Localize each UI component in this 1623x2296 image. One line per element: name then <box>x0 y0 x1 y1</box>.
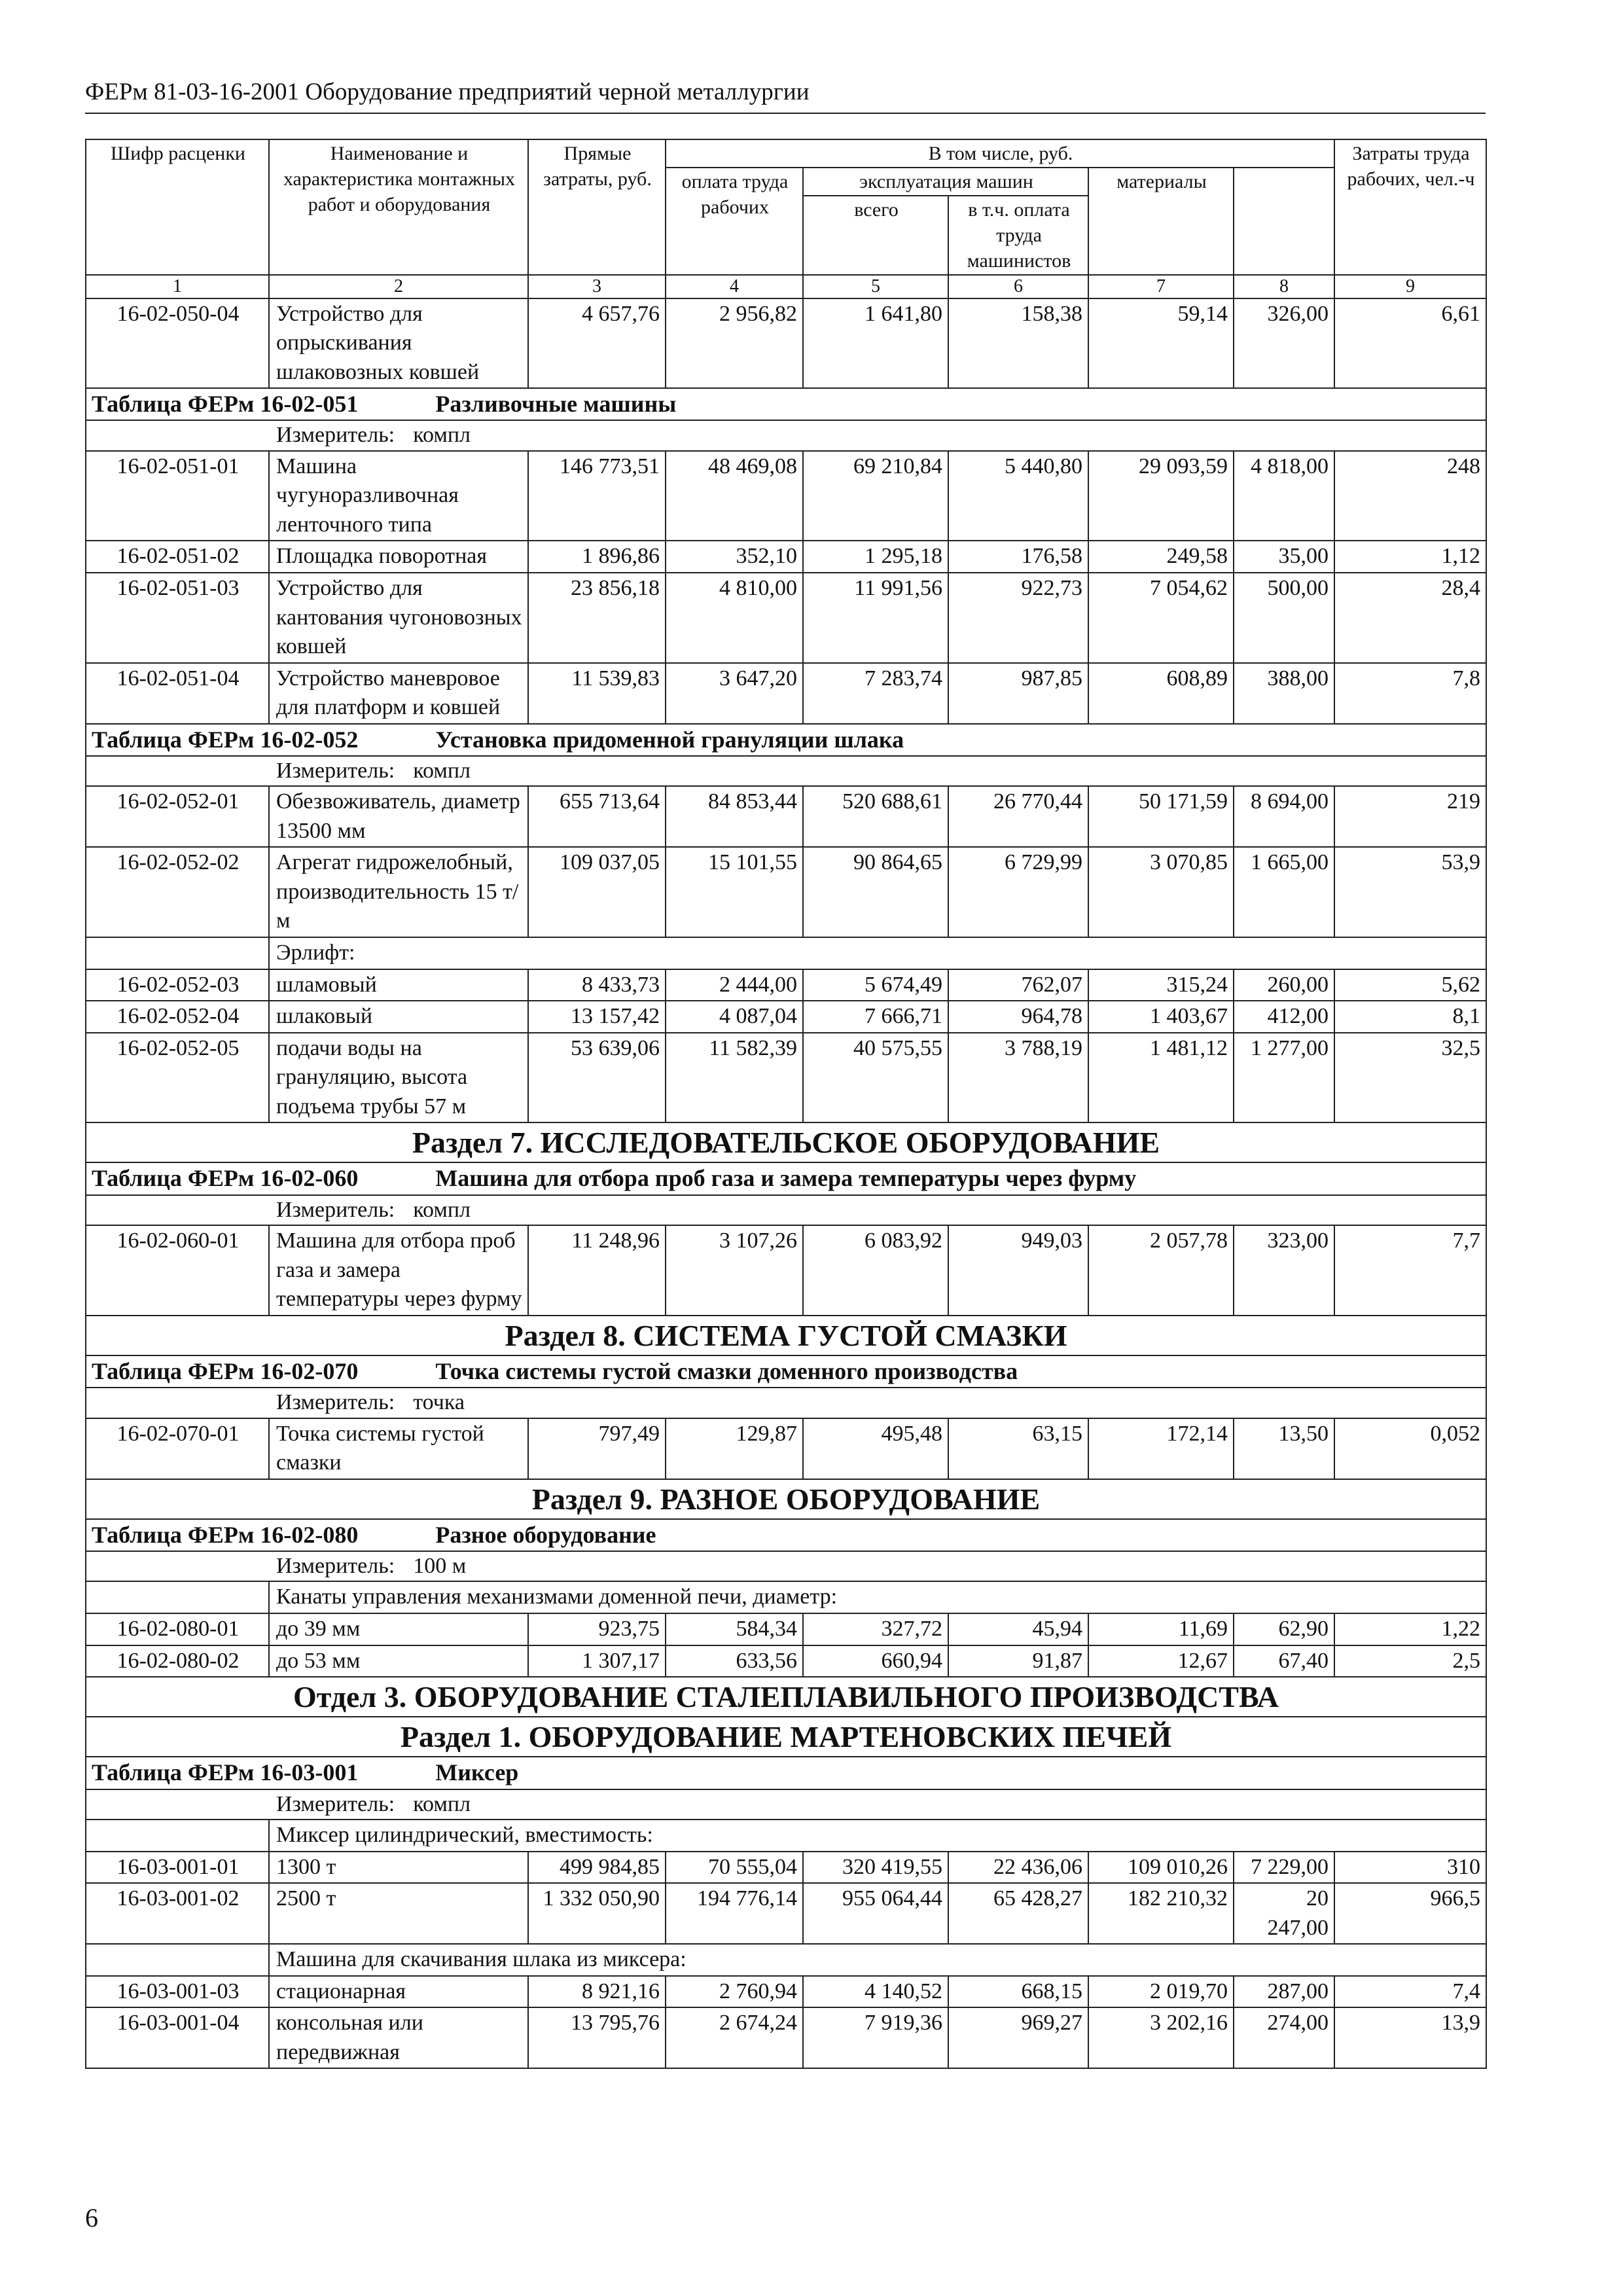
direct-cost: 11 539,83 <box>528 663 666 724</box>
table-row <box>86 298 1486 389</box>
work-name: до 53 мм <box>269 1645 528 1677</box>
labor-cost: 3 107,26 <box>666 1225 803 1316</box>
materials-cost: 249,58 <box>1088 541 1234 573</box>
materials-cost: 11,69 <box>1088 1613 1234 1645</box>
labor-hours: 35,00 <box>1234 541 1334 573</box>
rate-code: 16-02-080-02 <box>86 1645 269 1677</box>
rate-code: 16-02-080-01 <box>86 1613 269 1645</box>
materials-cost: 1 403,67 <box>1088 1001 1234 1033</box>
table-row <box>86 847 1486 937</box>
unit-label: Измеритель: <box>276 1197 395 1222</box>
equipment-mass: 7,8 <box>1334 663 1486 724</box>
table-row <box>86 969 1486 1001</box>
section-heading-row <box>86 1122 1486 1162</box>
labor-hours: 287,00 <box>1234 1976 1334 2008</box>
labor-cost: 4 087,04 <box>666 1001 803 1033</box>
equipment-mass: 0,052 <box>1334 1418 1486 1479</box>
rate-code: 16-02-051-01 <box>86 451 269 541</box>
labor-cost: 11 582,39 <box>666 1033 803 1123</box>
labor-hours: 1 665,00 <box>1234 847 1334 937</box>
col-number: 6 <box>948 275 1088 298</box>
labor-hours: 326,00 <box>1234 298 1334 389</box>
materials-cost: 3 070,85 <box>1088 847 1234 937</box>
col-total-header: всего <box>803 196 948 275</box>
equipment-mass: 5,62 <box>1334 969 1486 1001</box>
table-row <box>86 2007 1486 2068</box>
rate-code: 16-03-001-01 <box>86 1852 269 1884</box>
table-id: Таблица ФЕРм 16-03-001 <box>92 1759 359 1786</box>
equipment-mass: 8,1 <box>1334 1001 1486 1033</box>
direct-cost: 13 795,76 <box>528 2007 666 2068</box>
direct-cost: 146 773,51 <box>528 451 666 541</box>
equipment-mass: 1,22 <box>1334 1613 1486 1645</box>
work-name: подачи воды на грануляцию, высота подъема трубы 57 м <box>269 1033 528 1123</box>
col-number: 1 <box>86 275 269 298</box>
direct-cost: 923,75 <box>528 1613 666 1645</box>
group-note: Канаты управления механизмами доменной печи, диаметр: <box>269 1581 1486 1613</box>
labor-cost: 4 810,00 <box>666 573 803 663</box>
machine-cost: 6 083,92 <box>803 1225 948 1316</box>
labor-hours: 500,00 <box>1234 573 1334 663</box>
labor-cost: 3 647,20 <box>666 663 803 724</box>
table-title: Миксер <box>435 1759 519 1786</box>
col-incl-header: В том числе, руб. <box>666 139 1334 168</box>
work-name: консольная или передвижная <box>269 2007 528 2068</box>
labor-cost: 2 760,94 <box>666 1976 803 2008</box>
work-name: стационарная <box>269 1976 528 2008</box>
table-heading <box>86 1162 1486 1194</box>
unit-cell <box>86 1789 1486 1820</box>
direct-cost: 23 856,18 <box>528 573 666 663</box>
equipment-mass: 219 <box>1334 786 1486 847</box>
table-heading-row <box>86 1355 1486 1388</box>
table-body <box>86 298 1486 2069</box>
materials-cost: 172,14 <box>1088 1418 1234 1479</box>
work-name: Устройство для опрыскивания шлаковозных ковшей <box>269 298 528 389</box>
labor-hours: 13,50 <box>1234 1418 1334 1479</box>
operator-cost: 969,27 <box>948 2007 1088 2068</box>
labor-hours: 260,00 <box>1234 969 1334 1001</box>
col-operators-header: в т.ч. оплата труда машинистов <box>948 196 1088 275</box>
equipment-mass: 966,5 <box>1334 1883 1486 1944</box>
operator-cost: 762,07 <box>948 969 1088 1001</box>
labor-hours: 7 229,00 <box>1234 1852 1334 1884</box>
section-heading: Раздел 7. ИССЛЕДОВАТЕЛЬСКОЕ ОБОРУДОВАНИЕ <box>86 1122 1486 1162</box>
labor-hours: 20 247,00 <box>1234 1883 1334 1944</box>
col-number: 2 <box>269 275 528 298</box>
operator-cost: 22 436,06 <box>948 1852 1088 1884</box>
materials-cost: 29 093,59 <box>1088 451 1234 541</box>
table-row <box>86 1976 1486 2008</box>
labor-cost: 352,10 <box>666 541 803 573</box>
rate-code: 16-02-052-03 <box>86 969 269 1001</box>
machine-cost: 1 641,80 <box>803 298 948 389</box>
unit-value: точка <box>413 1390 465 1414</box>
machine-cost: 11 991,56 <box>803 573 948 663</box>
direct-cost: 797,49 <box>528 1418 666 1479</box>
table-title: Машина для отбора проб газа и замера температуры через фурму <box>435 1165 1137 1192</box>
unit-label: Измеритель: <box>276 1791 395 1816</box>
direct-cost: 655 713,64 <box>528 786 666 847</box>
labor-hours: 1 277,00 <box>1234 1033 1334 1123</box>
materials-cost: 7 054,62 <box>1088 573 1234 663</box>
direct-cost: 1 332 050,90 <box>528 1883 666 1944</box>
materials-cost: 315,24 <box>1088 969 1234 1001</box>
group-note-row <box>86 1944 1486 1976</box>
materials-cost: 109 010,26 <box>1088 1852 1234 1884</box>
direct-cost: 11 248,96 <box>528 1225 666 1316</box>
operator-cost: 5 440,80 <box>948 451 1088 541</box>
direct-cost: 1 307,17 <box>528 1645 666 1677</box>
equipment-mass: 310 <box>1334 1852 1486 1884</box>
table-heading <box>86 1519 1486 1551</box>
unit-value: компл <box>413 423 471 448</box>
col-machines-header: эксплуатация машин <box>803 168 1088 196</box>
col-hours-header: Затраты труда рабочих, чел.-ч <box>1334 139 1486 275</box>
unit-label: Измеритель: <box>276 1390 395 1414</box>
table-row <box>86 1613 1486 1645</box>
materials-cost: 3 202,16 <box>1088 2007 1234 2068</box>
unit-row <box>86 1388 1486 1418</box>
operator-cost: 3 788,19 <box>948 1033 1088 1123</box>
operator-cost: 6 729,99 <box>948 847 1088 937</box>
machine-cost: 327,72 <box>803 1613 948 1645</box>
col-labor-header: оплата труда рабочих <box>666 168 803 275</box>
table-title: Установка придоменной грануляции шлака <box>435 726 904 753</box>
table-heading <box>86 1757 1486 1789</box>
labor-hours: 323,00 <box>1234 1225 1334 1316</box>
machine-cost: 320 419,55 <box>803 1852 948 1884</box>
unit-value: 100 м <box>413 1553 467 1578</box>
direct-cost: 4 657,76 <box>528 298 666 389</box>
col-number: 7 <box>1088 275 1234 298</box>
group-note: Машина для скачивания шлака из миксера: <box>269 1944 1486 1976</box>
equipment-mass: 32,5 <box>1334 1033 1486 1123</box>
machine-cost: 7 283,74 <box>803 663 948 724</box>
col-number: 5 <box>803 275 948 298</box>
empty-code-cell <box>86 1581 269 1613</box>
work-name: шлаковый <box>269 1001 528 1033</box>
unit-row <box>86 756 1486 787</box>
machine-cost: 7 666,71 <box>803 1001 948 1033</box>
rate-code: 16-02-051-04 <box>86 663 269 724</box>
group-note-row <box>86 1820 1486 1852</box>
labor-cost: 70 555,04 <box>666 1852 803 1884</box>
work-name: до 39 мм <box>269 1613 528 1645</box>
labor-cost: 129,87 <box>666 1418 803 1479</box>
unit-cell <box>86 756 1486 787</box>
operator-cost: 63,15 <box>948 1418 1088 1479</box>
col-code-header: Шифр расценки <box>86 139 269 275</box>
labor-cost: 48 469,08 <box>666 451 803 541</box>
table-row <box>86 786 1486 847</box>
machine-cost: 955 064,44 <box>803 1883 948 1944</box>
col-number: 9 <box>1334 275 1486 298</box>
table-heading <box>86 724 1486 756</box>
table-row <box>86 451 1486 541</box>
labor-cost: 633,56 <box>666 1645 803 1677</box>
equipment-mass: 7,4 <box>1334 1976 1486 2008</box>
labor-hours: 8 694,00 <box>1234 786 1334 847</box>
table-heading-row <box>86 724 1486 756</box>
rate-code: 16-02-052-02 <box>86 847 269 937</box>
operator-cost: 26 770,44 <box>948 786 1088 847</box>
table-id: Таблица ФЕРм 16-02-052 <box>92 726 359 753</box>
table-title: Точка системы густой смазки доменного производства <box>435 1357 1018 1384</box>
labor-hours: 62,90 <box>1234 1613 1334 1645</box>
group-note-row <box>86 937 1486 969</box>
unit-row <box>86 1195 1486 1226</box>
operator-cost: 987,85 <box>948 663 1088 724</box>
materials-cost: 2 057,78 <box>1088 1225 1234 1316</box>
unit-cell <box>86 1388 1486 1418</box>
table-row <box>86 1033 1486 1123</box>
rate-code: 16-03-001-04 <box>86 2007 269 2068</box>
unit-row <box>86 420 1486 451</box>
labor-cost: 2 674,24 <box>666 2007 803 2068</box>
table-heading-row <box>86 1757 1486 1789</box>
table-title: Разливочные машины <box>435 391 677 418</box>
work-name: Машина чугуноразливочная ленточного типа <box>269 451 528 541</box>
materials-cost: 608,89 <box>1088 663 1234 724</box>
labor-hours: 4 818,00 <box>1234 451 1334 541</box>
operator-cost: 668,15 <box>948 1976 1088 2008</box>
unit-cell <box>86 1195 1486 1226</box>
unit-value: компл <box>413 1791 471 1816</box>
equipment-mass: 248 <box>1334 451 1486 541</box>
operator-cost: 949,03 <box>948 1225 1088 1316</box>
labor-cost: 584,34 <box>666 1613 803 1645</box>
equipment-mass: 7,7 <box>1334 1225 1486 1316</box>
rate-code: 16-02-050-04 <box>86 298 269 389</box>
labor-hours: 412,00 <box>1234 1001 1334 1033</box>
col-number: 4 <box>666 275 803 298</box>
rate-code: 16-03-001-03 <box>86 1976 269 2008</box>
machine-cost: 660,94 <box>803 1645 948 1677</box>
group-note-row <box>86 1581 1486 1613</box>
rate-code: 16-02-052-01 <box>86 786 269 847</box>
table-heading <box>86 388 1486 420</box>
rate-code: 16-03-001-02 <box>86 1883 269 1944</box>
machine-cost: 90 864,65 <box>803 847 948 937</box>
equipment-mass: 28,4 <box>1334 573 1486 663</box>
operator-cost: 176,58 <box>948 541 1088 573</box>
equipment-mass: 2,5 <box>1334 1645 1486 1677</box>
col-number: 3 <box>528 275 666 298</box>
section-heading: Отдел 3. ОБОРУДОВАНИЕ СТАЛЕПЛАВИЛЬНОГО ПРОИЗВОДСТВА <box>86 1677 1486 1717</box>
section-heading-row <box>86 1479 1486 1519</box>
table-row <box>86 1001 1486 1033</box>
direct-cost: 13 157,42 <box>528 1001 666 1033</box>
operator-cost: 158,38 <box>948 298 1088 389</box>
machine-cost: 1 295,18 <box>803 541 948 573</box>
table-row <box>86 573 1486 663</box>
equipment-mass: 13,9 <box>1334 2007 1486 2068</box>
work-name: 1300 т <box>269 1852 528 1884</box>
operator-cost: 964,78 <box>948 1001 1088 1033</box>
direct-cost: 8 433,73 <box>528 969 666 1001</box>
rate-code: 16-02-051-02 <box>86 541 269 573</box>
table-heading <box>86 1355 1486 1388</box>
rate-code: 16-02-070-01 <box>86 1418 269 1479</box>
rate-code: 16-02-060-01 <box>86 1225 269 1316</box>
section-heading-row <box>86 1316 1486 1355</box>
labor-cost: 15 101,55 <box>666 847 803 937</box>
unit-label: Измеритель: <box>276 423 395 448</box>
unit-cell <box>86 420 1486 451</box>
empty-code-cell <box>86 1820 269 1852</box>
table-id: Таблица ФЕРм 16-02-060 <box>92 1165 359 1192</box>
machine-cost: 40 575,55 <box>803 1033 948 1123</box>
section-heading-row <box>86 1717 1486 1757</box>
machine-cost: 5 674,49 <box>803 969 948 1001</box>
table-id: Таблица ФЕРм 16-02-070 <box>92 1357 359 1384</box>
unit-row <box>86 1789 1486 1820</box>
equipment-mass: 1,12 <box>1334 541 1486 573</box>
unit-label: Измеритель: <box>276 1553 395 1578</box>
work-name: Агрегат гидрожелобный, производительность 15 т/м <box>269 847 528 937</box>
group-note: Миксер цилиндрический, вместимость: <box>269 1820 1486 1852</box>
section-heading: Раздел 1. ОБОРУДОВАНИЕ МАРТЕНОВСКИХ ПЕЧЕЙ <box>86 1717 1486 1757</box>
direct-cost: 53 639,06 <box>528 1033 666 1123</box>
table-header <box>86 139 1486 298</box>
labor-cost: 2 444,00 <box>666 969 803 1001</box>
materials-cost: 59,14 <box>1088 298 1234 389</box>
column-numbers-row <box>86 275 1486 298</box>
materials-cost: 182 210,32 <box>1088 1883 1234 1944</box>
operator-cost: 45,94 <box>948 1613 1088 1645</box>
unit-cell <box>86 1551 1486 1582</box>
labor-hours: 274,00 <box>1234 2007 1334 2068</box>
col-name-header: Наименование и характеристика монтажных работ и оборудования <box>269 139 528 275</box>
work-name: Точка системы густой смазки <box>269 1418 528 1479</box>
machine-cost: 4 140,52 <box>803 1976 948 2008</box>
machine-cost: 520 688,61 <box>803 786 948 847</box>
rate-code: 16-02-052-04 <box>86 1001 269 1033</box>
work-name: Обезвоживатель, диаметр 13500 мм <box>269 786 528 847</box>
page-number: 6 <box>85 2203 98 2233</box>
table-row <box>86 541 1486 573</box>
group-note: Эрлифт: <box>269 937 1486 969</box>
labor-hours: 67,40 <box>1234 1645 1334 1677</box>
rate-code: 16-02-051-03 <box>86 573 269 663</box>
table-row <box>86 1418 1486 1479</box>
materials-cost: 50 171,59 <box>1088 786 1234 847</box>
empty-code-cell <box>86 1944 269 1976</box>
table-title: Разное оборудование <box>435 1521 656 1548</box>
rates-table <box>85 139 1487 2069</box>
equipment-mass: 53,9 <box>1334 847 1486 937</box>
table-row <box>86 1225 1486 1316</box>
col-materials-header: материалы <box>1088 168 1234 275</box>
unit-label: Измеритель: <box>276 758 395 783</box>
work-name: 2500 т <box>269 1883 528 1944</box>
table-id: Таблица ФЕРм 16-02-051 <box>92 391 359 418</box>
materials-cost: 12,67 <box>1088 1645 1234 1677</box>
direct-cost: 109 037,05 <box>528 847 666 937</box>
unit-value: компл <box>413 1197 471 1222</box>
table-row <box>86 1883 1486 1944</box>
table-row <box>86 1645 1486 1677</box>
section-heading: Раздел 9. РАЗНОЕ ОБОРУДОВАНИЕ <box>86 1479 1486 1519</box>
work-name: Устройство маневровое для платформ и ковшей <box>269 663 528 724</box>
section-heading: Раздел 8. СИСТЕМА ГУСТОЙ СМАЗКИ <box>86 1316 1486 1355</box>
machine-cost: 495,48 <box>803 1418 948 1479</box>
materials-cost: 1 481,12 <box>1088 1033 1234 1123</box>
work-name: Устройство для кантования чугоновозных ковшей <box>269 573 528 663</box>
work-name: Площадка поворотная <box>269 541 528 573</box>
empty-code-cell <box>86 937 269 969</box>
labor-cost: 84 853,44 <box>666 786 803 847</box>
unit-value: компл <box>413 758 471 783</box>
direct-cost: 1 896,86 <box>528 541 666 573</box>
table-row <box>86 663 1486 724</box>
direct-cost: 8 921,16 <box>528 1976 666 2008</box>
table-id: Таблица ФЕРм 16-02-080 <box>92 1521 359 1548</box>
direct-cost: 499 984,85 <box>528 1852 666 1884</box>
col-number: 8 <box>1234 275 1334 298</box>
machine-cost: 69 210,84 <box>803 451 948 541</box>
labor-cost: 194 776,14 <box>666 1883 803 1944</box>
operator-cost: 91,87 <box>948 1645 1088 1677</box>
table-heading-row <box>86 1519 1486 1551</box>
table-heading-row <box>86 388 1486 420</box>
machine-cost: 7 919,36 <box>803 2007 948 2068</box>
col-direct-header: Прямые затраты, руб. <box>528 139 666 275</box>
unit-row <box>86 1551 1486 1582</box>
table-row <box>86 1852 1486 1884</box>
labor-cost: 2 956,82 <box>666 298 803 389</box>
materials-cost: 2 019,70 <box>1088 1976 1234 2008</box>
work-name: шламовый <box>269 969 528 1001</box>
page-header: ФЕРм 81-03-16-2001 Оборудование предприятий черной металлургии <box>85 72 1486 114</box>
section-heading-row <box>86 1677 1486 1717</box>
rate-code: 16-02-052-05 <box>86 1033 269 1123</box>
labor-hours: 388,00 <box>1234 663 1334 724</box>
equipment-mass: 6,61 <box>1334 298 1486 389</box>
operator-cost: 65 428,27 <box>948 1883 1088 1944</box>
operator-cost: 922,73 <box>948 573 1088 663</box>
table-heading-row <box>86 1162 1486 1194</box>
work-name: Машина для отбора проб газа и замера температуры через фурму <box>269 1225 528 1316</box>
